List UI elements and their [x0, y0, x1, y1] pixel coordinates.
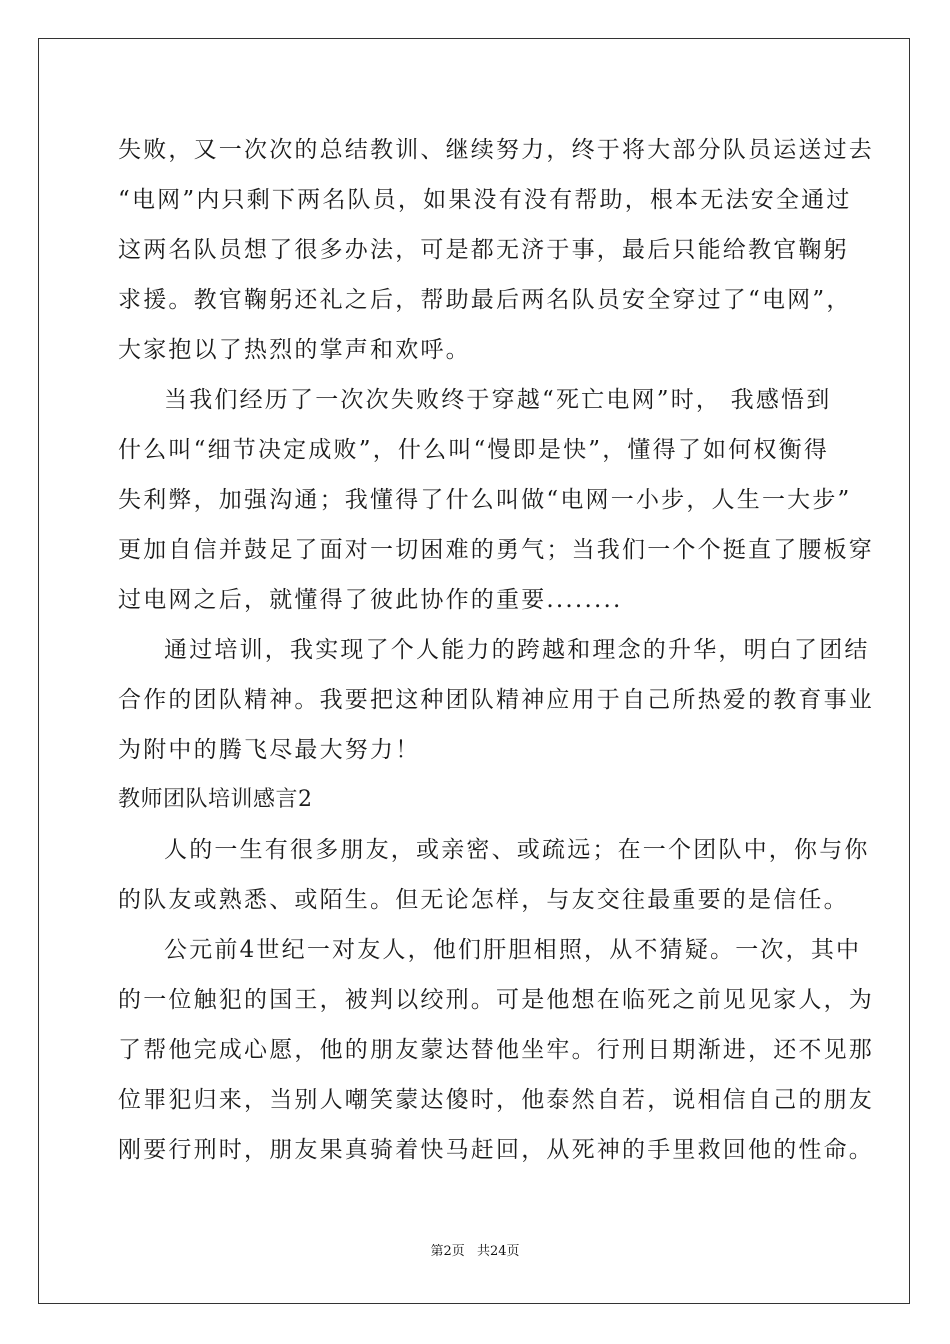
body-line: 了帮他完成心愿，他的朋友蒙达替他坐牢。行刑日期渐进，还不见那 — [118, 1037, 874, 1063]
body-line: 为附中的腾飞尽最大努力！ — [118, 737, 421, 763]
body-line: 通过培训，我实现了个人能力的跨越和理念的升华，明白了团结 — [164, 637, 870, 663]
body-line: 大家抱以了热烈的掌声和欢呼。 — [118, 337, 471, 363]
page-footer — [0, 1244, 950, 1260]
page-number: 第2页 — [430, 1244, 465, 1259]
body-line: 合作的团队精神。我要把这种团队精神应用于自己所热爱的教育事业 — [118, 687, 874, 713]
section-heading: 教师团队培训感言2 — [118, 787, 313, 812]
body-line: 失利弊，加强沟通；我懂得了什么叫做“电网一小步，人生一大步” — [118, 487, 852, 513]
body-line: 失败，又一次次的总结教训、继续努力，终于将大部分队员运送过去 — [118, 137, 874, 163]
body-line: 什么叫“细节决定成败”，什么叫“慢即是快”，懂得了如何权衡得 — [118, 437, 830, 463]
body-line: 人的一生有很多朋友，或亲密、或疏远；在一个团队中，你与你 — [164, 837, 870, 863]
body-line: 公元前4世纪一对友人，他们肝胆相照，从不猜疑。一次，其中 — [164, 937, 862, 963]
body-line: 位罪犯归来，当别人嘲笑蒙达傻时，他泰然自若，说相信自己的朋友 — [118, 1087, 874, 1113]
body-line: 的一位触犯的国王，被判以绞刑。可是他想在临死之前见见家人，为 — [118, 987, 874, 1013]
body-line: 求援。教官鞠躬还礼之后，帮助最后两名队员安全穿过了“电网”， — [118, 287, 852, 313]
body-line: 更加自信并鼓足了面对一切困难的勇气；当我们一个个挺直了腰板穿 — [118, 537, 874, 563]
page-total: 共24页 — [476, 1244, 520, 1259]
body-line: 这两名队员想了很多办法，可是都无济于事，最后只能给教官鞠躬 — [118, 237, 849, 263]
body-line: 当我们经历了一次次失败终于穿越“死亡电网”时， 我感悟到 — [164, 387, 832, 413]
body-line: 的队友或熟悉、或陌生。但无论怎样，与友交往最重要的是信任。 — [118, 887, 849, 913]
body-line: 刚要行刑时，朋友果真骑着快马赶回，从死神的手里救回他的性命。 — [118, 1137, 874, 1163]
body-line: “电网”内只剩下两名队员，如果没有没有帮助，根本无法安全通过 — [118, 187, 852, 213]
body-line: 过电网之后，就懂得了彼此协作的重要........ — [118, 587, 623, 613]
